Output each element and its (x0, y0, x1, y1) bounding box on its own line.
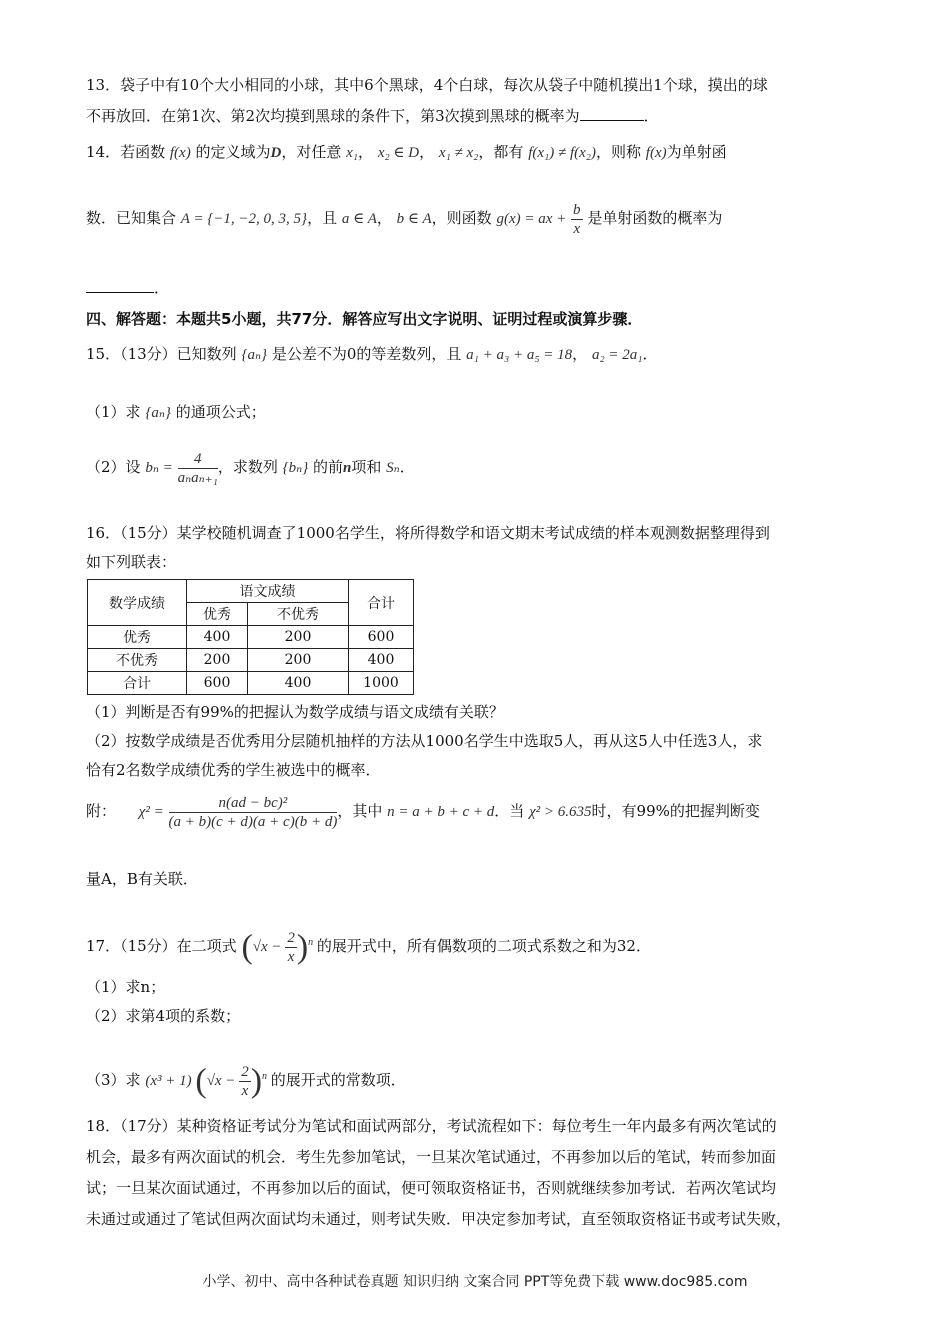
frac-den-anan1: aₙaₙ₊₁ (177, 469, 218, 486)
q14-text-l2a: 数．已知集合 (86, 209, 177, 227)
q17-text-a: 17．（15分）在二项式 (86, 937, 237, 955)
q15-text-a: 15．（13分）已知数列 (86, 345, 237, 363)
q15-part2 (86, 447, 415, 488)
q13-period: ． (643, 107, 659, 125)
math-n: n (343, 460, 352, 476)
q16-part1: （1）判断是否有99%的把握认为数学成绩与语文成绩有关联？ (86, 703, 504, 721)
math-exponent-n: n (262, 1071, 268, 1082)
table-row (88, 626, 414, 649)
math-x2-in-D: x₂ ∈ D (377, 145, 420, 161)
q14-comma-1: ， (358, 143, 374, 161)
q13-line2 (86, 106, 659, 126)
cell: 400 (187, 626, 248, 649)
math-binomial (241, 928, 316, 966)
fraction-4-over-anan1 (178, 450, 218, 487)
q15-line1 (86, 344, 658, 365)
fraction-2-over-x (285, 929, 297, 966)
math-sum-eq: a₁ + a₃ + a₅ = 18 (466, 347, 573, 363)
q15-p1-text-b: 的通项公式； (175, 403, 266, 421)
frac-num-2: 2 (287, 930, 295, 947)
q15-p2-text-b: ，求数列 (217, 458, 278, 476)
table-row (88, 672, 414, 695)
q14-comma-2: ， (419, 143, 435, 161)
q16-note-line2: 量A，B有关联． (86, 870, 198, 888)
frac-den-x: x (241, 1083, 249, 1100)
math-x1: x₁ (346, 145, 359, 161)
frac-den-x: x (287, 949, 295, 966)
fraction-chi-square (169, 794, 338, 831)
table-header-notgood: 不优秀 (248, 603, 349, 626)
answer-blank-14 (86, 278, 154, 293)
q14-text-l2e: 是单射函数的概率为 (587, 209, 723, 227)
cell: 600 (349, 626, 414, 649)
math-sqrt-x: √x − (252, 939, 282, 955)
note-text-c: ．当 (494, 802, 525, 820)
math-fx1-neq-fx2: f(x₁) ≠ f(x₂) (528, 145, 596, 161)
math-expression (145, 1062, 270, 1100)
answer-blank-13 (580, 106, 644, 121)
q16-part2-line1: （2）按数学成绩是否优秀用分层随机抽样的方法从1000名学生中选取5人，再从这5人中任选3人，求 (86, 732, 763, 750)
cell: 200 (187, 649, 248, 672)
paren-right: ) (250, 1062, 263, 1100)
q15-text-b: 是公差不为0的等差数列，且 (271, 345, 462, 363)
q17-part1: （1）求n； (86, 978, 166, 996)
q17-part3 (86, 1052, 406, 1107)
q16-part2-line2: 恰有2名数学成绩优秀的学生被选中的概率． (86, 761, 381, 779)
section-four-heading: 四、解答题：本题共5小题，共77分．解答应写出文字说明、证明过程或演算步骤． (86, 310, 643, 328)
math-D: D (270, 145, 282, 161)
q16-line2: 如下列联表： (86, 553, 177, 571)
math-seq-bn: {bₙ} (282, 460, 309, 476)
table-header-good: 优秀 (187, 603, 248, 626)
cell: 200 (248, 626, 349, 649)
q18-line1: 18．（17分）某种资格证考试分为笔试和面试两部分，考试流程如下：每位考生一年内最多有两次笔试的 (86, 1117, 777, 1135)
frac-den-chi: (a + b)(c + d)(a + c)(b + d) (168, 813, 338, 830)
math-a-in-A: a ∈ A (341, 211, 377, 227)
cell: 400 (349, 649, 414, 672)
math-set-A: A = {−1, −2, 0, 3, 5} (180, 211, 308, 227)
q17-p3-text-a: （3）求 (86, 1071, 141, 1089)
paren-left: ( (195, 1062, 207, 1100)
q14-text-l2d: ，则函数 (431, 209, 492, 227)
note-label: 附： (86, 802, 117, 820)
q15-comma: ， (572, 345, 588, 363)
q15-p2-text-a: （2）设 (86, 458, 141, 476)
q14-text-f: ，都有 (478, 143, 524, 161)
contingency-table (87, 579, 414, 695)
q15-p2-text-c: 的前 (313, 458, 344, 476)
cell: 400 (248, 672, 349, 695)
page-footer: 小学、初中、高中各种试卷真题 知识归纳 文案合同 PPT等免费下载 www.doc985.com (202, 1274, 748, 1290)
q18-line3: 试；一旦某次面试通过，不再参加以后的面试，便可领取资格证书，否则就继续参加考试．若两次笔试均 (86, 1179, 777, 1197)
math-sqrt-x: √x − (206, 1073, 236, 1089)
math-seq-an-2: {aₙ} (145, 405, 171, 421)
q14-line2 (86, 200, 722, 238)
q15-p1-text-a: （1）求 (86, 403, 141, 421)
cell: 1000 (349, 672, 414, 695)
q13-line1: 13．袋子中有10个大小相同的小球，其中6个黑球，4个白球，每次从袋子中随机摸出1个球，摸出的球 (86, 76, 768, 94)
math-seq-an: {aₙ} (241, 347, 268, 363)
cell: 600 (187, 672, 248, 695)
paren-left: ( (241, 928, 253, 966)
q16-line1: 16．（15分）某学校随机调查了1000名学生，将所得数学和语文期末考试成绩的样本观测数据整理得到 (86, 524, 770, 542)
frac-num-b: b (573, 201, 581, 218)
note-text-b: ，其中 (337, 802, 383, 820)
math-n-sum: n = a + b + c + d (387, 804, 495, 820)
table-header-chinese: 语文成绩 (187, 580, 349, 603)
cell: 200 (248, 649, 349, 672)
frac-num-4: 4 (178, 450, 218, 469)
row-label: 不优秀 (88, 649, 187, 672)
q14-text-l2b: ，且 (307, 209, 338, 227)
q17-p3-text-b: 的展开式的常数项． (270, 1071, 406, 1089)
table-header-total: 合计 (349, 580, 414, 626)
frac-den-x: x (573, 220, 581, 237)
math-fx: f(x) (169, 145, 191, 161)
q18-line4: 未通过或通过了笔试但两次面试均未通过，则考试失败．甲决定参加考试，直至领取资格证书或考试失败， (86, 1210, 792, 1228)
table-row (88, 649, 414, 672)
math-a2-eq: a₂ = 2a₁ (591, 347, 643, 363)
q17-text-b: 的展开式中，所有偶数项的二项式系数之和为32． (316, 937, 651, 955)
q16-note (86, 790, 760, 833)
q15-p2-text-d: 项和 (351, 458, 382, 476)
math-chi-condition: χ² > 6.635 (529, 804, 592, 820)
q14-line3 (86, 278, 169, 298)
math-gx: g(x) = ax + (496, 211, 567, 227)
q18-line2: 机会，最多有两次面试的机会．考生先参加笔试，一旦某次笔试通过，不再参加以后的笔试，转而参加面 (86, 1148, 777, 1166)
q17-line1 (86, 918, 651, 973)
q15-period: ． (642, 345, 658, 363)
q14-text-g: ，则称 (596, 143, 642, 161)
table-header-math: 数学成绩 (88, 580, 187, 626)
fraction-2-over-x (239, 1063, 251, 1100)
math-x3-plus-1: (x³ + 1) (145, 1073, 192, 1089)
math-b-in-A: b ∈ A (396, 211, 432, 227)
row-label: 合计 (88, 672, 187, 695)
q14-text-c: ，对任意 (281, 143, 342, 161)
frac-num-2: 2 (241, 1064, 249, 1081)
q17-part2: （2）求第4项的系数； (86, 1007, 241, 1025)
frac-num-chi: n(ad − bc)² (169, 794, 338, 813)
math-x1-neq-x2: x₁ ≠ x₂ (438, 145, 479, 161)
math-bn-def: bₙ = (145, 460, 173, 476)
q14-text-a: 14．若函数 (86, 143, 166, 161)
q14-line1 (86, 142, 727, 163)
q13-line2-text: 不再放回．在第1次、第2次均摸到黑球的条件下，第3次摸到黑球的概率为 (86, 107, 580, 125)
note-text-d: 时，有99%的把握判断变 (591, 802, 760, 820)
math-exponent-n: n (308, 937, 314, 948)
fraction-b-over-x (571, 201, 583, 238)
q14-text-l2c: ， (376, 209, 392, 227)
math-fx-2: f(x) (645, 145, 667, 161)
q14-period: ． (154, 279, 170, 297)
q14-text-b: 的定义域为 (195, 143, 271, 161)
math-Sn: Sₙ (386, 460, 400, 476)
row-label: 优秀 (88, 626, 187, 649)
q15-part1 (86, 402, 266, 423)
q15-p2-period: ． (399, 458, 415, 476)
math-chi-square: χ² = (138, 804, 164, 820)
q14-text-h: 为单射函 (666, 143, 727, 161)
paren-right: ) (296, 928, 309, 966)
